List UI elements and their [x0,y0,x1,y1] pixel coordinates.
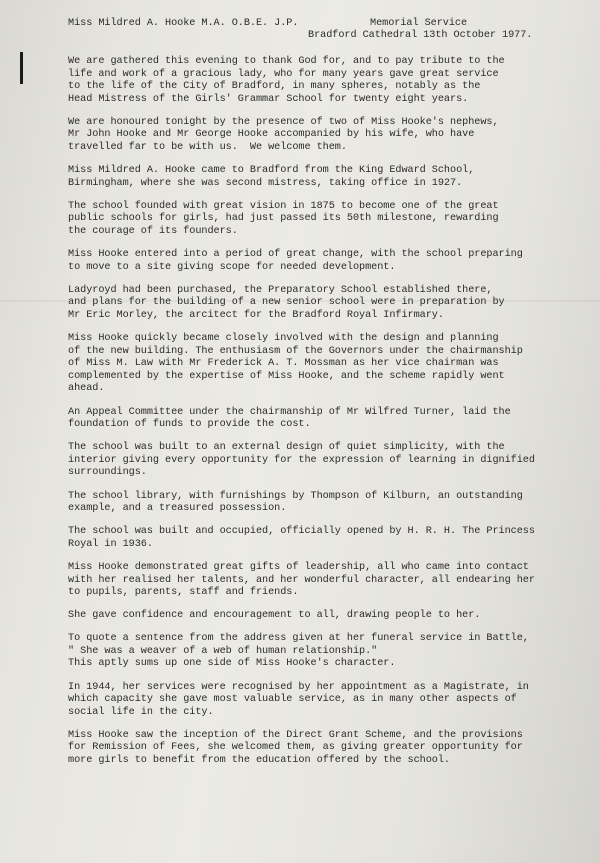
paragraph: The school founded with great vision in 1875 to become one of the great public schools for girls, had just passed its 50th milestone, rewarding the courage of its founders. [68,200,499,238]
paragraph: Miss Mildred A. Hooke came to Bradford from the King Edward School, Birmingham, where she was second mistress, taking office in 1927. [68,165,475,189]
paragraph: Ladyroyd had been purchased, the Preparatory School established there, and plans for the building of a new senior school were in preparation by Mr Eric Morley, the arcitect for the Bradford Royal Infirmary. [68,284,505,321]
paragraph: The school was built to an external design of quiet simplicity, with the interior giving every opportunity for the expression of learning in dignified surroundings. [68,442,535,479]
paragraph: To quote a sentence from the address given at her funeral service in Battle, " She was a weaver of a web of human relationship." This aptly sums up one side of Miss Hooke's character. [68,633,529,670]
paragraph: The school was built and occupied, officially opened by H. R. H. The Princess Royal in 1936. [68,526,535,550]
header-place-date: Bradford Cathedral 13th October 1977. [308,30,533,41]
header-person: Miss Mildred A. Hooke M.A. O.B.E. J.P. [68,18,299,29]
paragraph: Miss Hooke quickly became closely involved with the design and planning of the new building. The enthusiasm of the Governors under the chairmanship of Miss M. Law with Mr Frederick A. T. Mossman as her vice chairman was complemented by the expertise of Miss Hooke, and the scheme rapidly went ahead. [68,333,523,395]
paragraph: Miss Hooke saw the inception of the Direct Grant Scheme, and the provisions for Remission of Fees, she welcomed them, as giving greater opportunity for more girls to benefit from the education offered by the school. [68,729,523,767]
header-event: Memorial Service [370,18,468,29]
paragraph: The school library, with furnishings by Thompson of Kilburn, an outstanding example, and a treasured possession. [68,490,523,515]
paragraph: She gave confidence and encouragement to all, drawing people to her. [68,610,481,622]
paragraph: An Appeal Committee under the chairmanship of Mr Wilfred Turner, laid the foundation of funds to provide the cost. [68,406,511,431]
paragraph: Miss Hooke entered into a period of great change, with the school preparing to move to a site giving scope for needed development. [68,249,523,273]
paragraph: We are gathered this evening to thank God for, and to pay tribute to the life and work of a gracious lady, who for many years gave great service to the life of the City of Bradford, in many spheres, notably as the Head Mistress of the Girls' Grammar School for twenty eight years. [68,56,505,105]
paragraph: In 1944, her services were recognised by her appointment as a Magistrate, in which capacity she gave most valuable service, as in many other aspects of social life in the city. [68,681,529,718]
margin-ink-mark [20,52,23,84]
paragraph: We are honoured tonight by the presence of two of Miss Hooke's nephews, Mr John Hooke and Mr George Hooke accompanied by his wife, who have travelled far to be with us. We welcome them. [68,116,499,154]
document-body [68,18,568,778]
document-header [68,18,568,46]
paragraph: Miss Hooke demonstrated great gifts of leadership, all who came into contact with her realised her talents, and her wonderful character, all endearing her to pupils, parents, staff and friends. [68,561,535,599]
